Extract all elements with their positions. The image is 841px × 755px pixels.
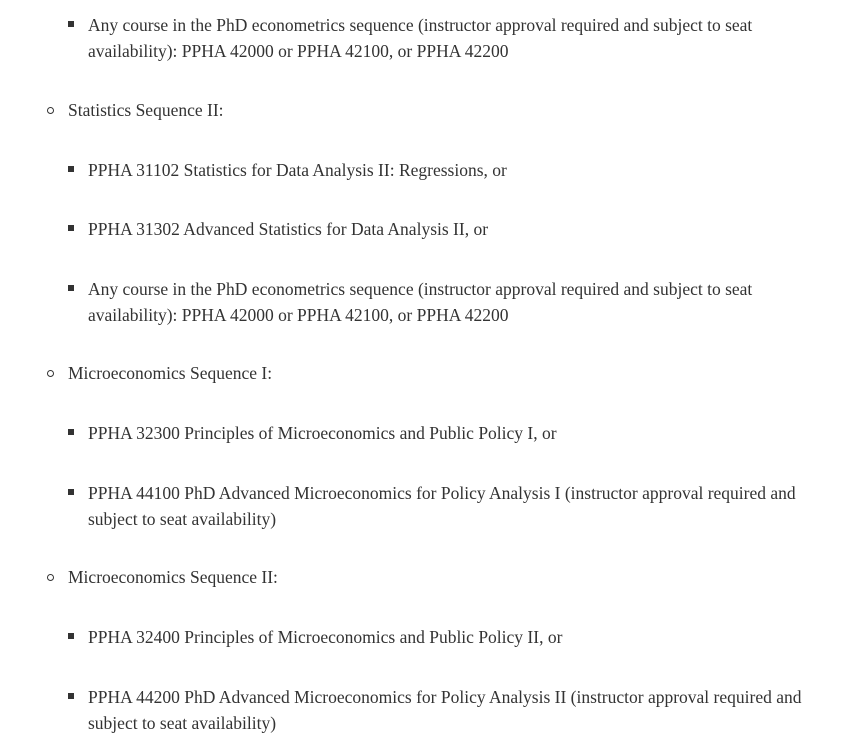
course-option-text: Any course in the PhD econometrics sequence (instructor approval required and subject to seat availability): PPHA 42000 or PPHA 42100, or PPHA 42200 xyxy=(88,15,753,61)
circle-bullet-icon xyxy=(47,370,54,377)
square-bullet-icon xyxy=(68,285,74,291)
course-option-text: PPHA 32300 Principles of Microeconomics and Public Policy I, or xyxy=(88,423,557,443)
course-option-text: Any course in the PhD econometrics sequence (instructor approval required and subject to seat availability): PPHA 42000 or PPHA 42100, or PPHA 42200 xyxy=(88,279,753,325)
square-bullet-icon xyxy=(68,21,74,27)
square-bullet-icon xyxy=(68,429,74,435)
sequence-heading-statistics-ii: Statistics Sequence II: xyxy=(68,100,224,120)
course-option-text: PPHA 44200 PhD Advanced Microeconomics for Policy Analysis II (instructor approval required and subject to seat availability) xyxy=(88,687,802,733)
square-bullet-icon xyxy=(68,225,74,231)
course-option-text: PPHA 31302 Advanced Statistics for Data Analysis II, or xyxy=(88,219,489,239)
course-option-text: PPHA 31102 Statistics for Data Analysis II: Regressions, or xyxy=(88,160,507,180)
circle-bullet-icon xyxy=(47,107,54,114)
square-bullet-icon xyxy=(68,166,74,172)
square-bullet-icon xyxy=(68,633,74,639)
course-option-text: PPHA 44100 PhD Advanced Microeconomics for Policy Analysis I (instructor approval required and subject to seat availability) xyxy=(88,483,796,529)
sequence-heading-microeconomics-i: Microeconomics Sequence I: xyxy=(68,363,273,383)
square-bullet-icon xyxy=(68,489,74,495)
circle-bullet-icon xyxy=(47,574,54,581)
square-bullet-icon xyxy=(68,693,74,699)
course-option-text: PPHA 32400 Principles of Microeconomics and Public Policy II, or xyxy=(88,627,563,647)
sequence-heading-microeconomics-ii: Microeconomics Sequence II: xyxy=(68,567,278,587)
